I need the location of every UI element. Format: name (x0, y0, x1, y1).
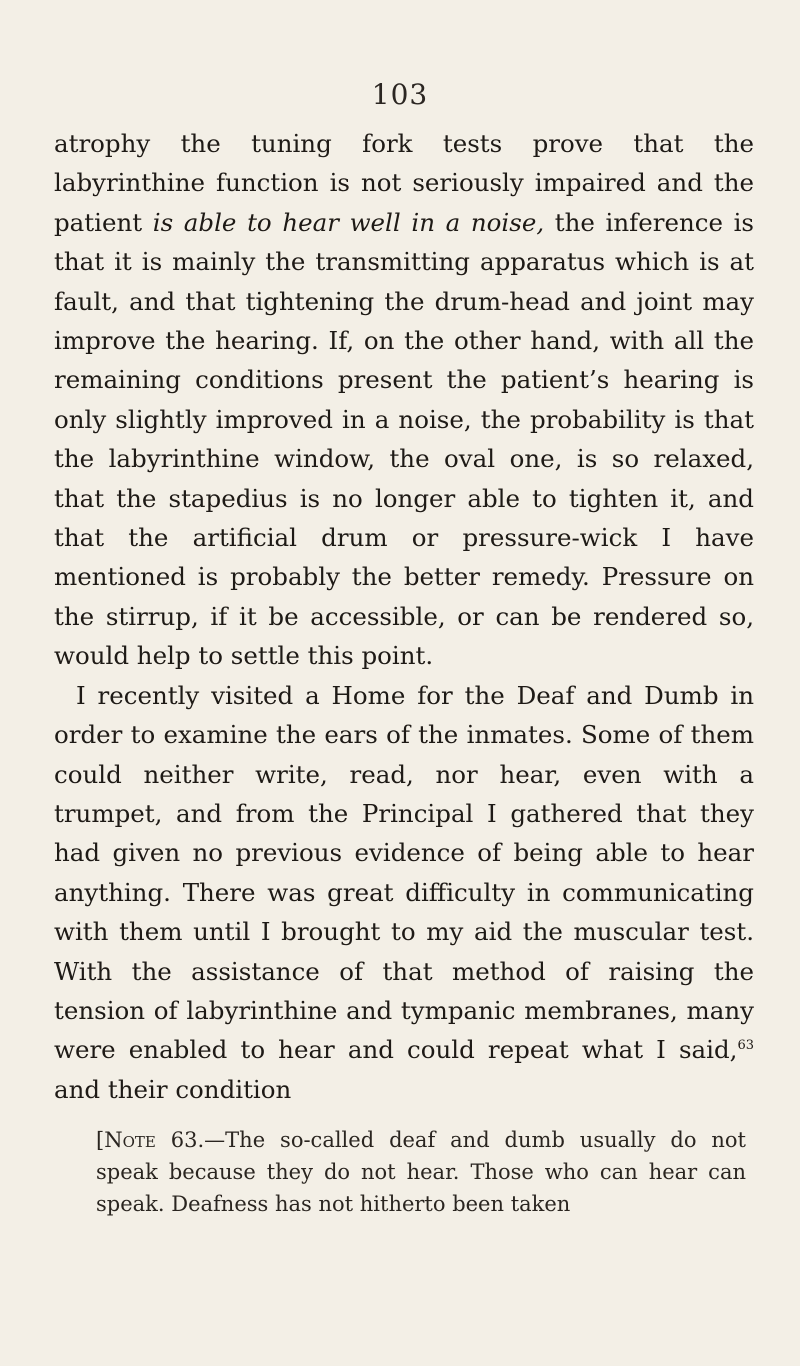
paragraph-2-text-end: and their condition (54, 1074, 292, 1104)
paragraph-2-text-start: I recently visited a Home for the Deaf and Dumb in order to examine the ears of the inmates. Some of them could neither write, read, nor hear, even with a trumpet, and from the Principal I gathered that they had given no previous evidence of being able to hear anything. There was great difficulty in communicating with them until I brought to my aid the muscular test. With the assistance of that method of raising the tension of labyrinthine and tympanic membranes, many were enabled to hear and could repeat what I said, (54, 680, 754, 1065)
footnote-open-bracket: [ (96, 1128, 105, 1152)
paragraph-1-italic-phrase: is able to hear well in a noise, (152, 207, 545, 237)
page-number: 103 (371, 78, 429, 111)
footnote-label: Note 63. (104, 1128, 205, 1152)
footnote-reference: 63 (737, 1038, 754, 1054)
paragraph-1-text-end: the inference is that it is mainly the transmitting apparatus which is at fault, and that tightening the drum-head and joint may improve the hearing. If, on the other hand, with all the remaining conditions present the patient’s hearing is only slightly improved in a noise, the probability is that the labyrinthine window, the oval one, is so relaxed, that the stapedius is no longer able to tighten it, and that the artificial drum or pressure-wick I have mentioned is probably the better remedy. Pressure on the stirrup, if it be accessible, or can be rendered so, would help to settle this point. (54, 207, 754, 671)
paragraph-1 (54, 124, 754, 676)
body-text (54, 124, 754, 1109)
paragraph-1-text-start: atrophy the tuning fork tests prove that the labyrinthine function is not seriously impaired and the patient (54, 129, 754, 237)
footnote-text: —The so-called deaf and dumb usually do not speak because they do not hear. Those who can hear can speak. Deafness has not hitherto been taken (96, 1128, 746, 1216)
footnote (96, 1124, 746, 1220)
paragraph-2 (54, 676, 754, 1109)
